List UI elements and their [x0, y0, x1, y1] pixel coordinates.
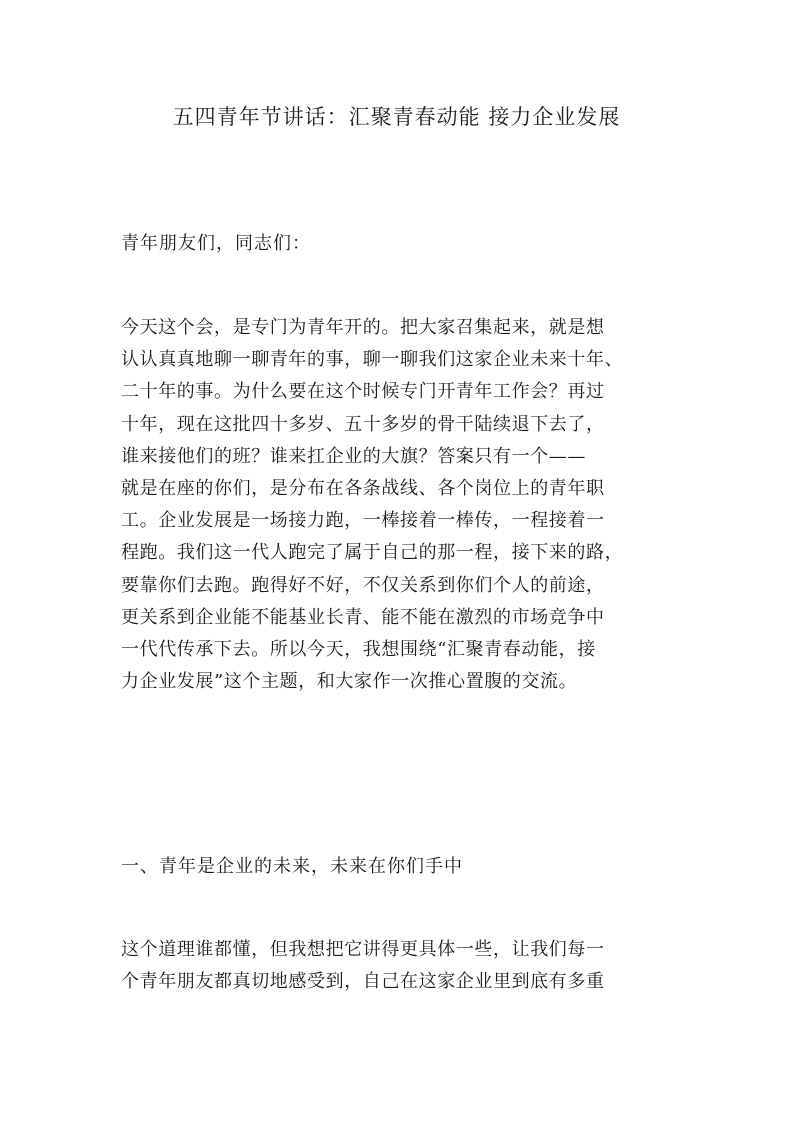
text-line: 认认真真地聊一聊青年的事，聊一聊我们这家企业未来十年、: [121, 349, 624, 371]
text-line: 更关系到企业能不能基业长青、能不能在激烈的市场竞争中: [121, 606, 605, 628]
text-line: 要靠你们去跑。跑得好不好，不仅关系到你们个人的前途，: [121, 574, 605, 596]
text-line: 力企业发展”这个主题，和大家作一次推心置腹的交流。: [121, 671, 578, 693]
paragraph-intro: [121, 312, 623, 698]
text-line: 工。企业发展是一场接力跑，一棒接着一棒传，一程接着一: [121, 510, 605, 532]
text-line: 一代代传承下去。所以今天，我想围绕“汇聚青春动能，接: [121, 638, 596, 660]
paragraph-section1: [121, 934, 605, 998]
text-line: 今天这个会，是专门为青年开的。把大家召集起来，就是想: [121, 317, 605, 338]
text-line: 个青年朋友都真切地感受到，自己在这家企业里到底有多重: [121, 971, 605, 993]
text-line: 就是在座的你们，是分布在各条战线、各个岗位上的青年职: [121, 477, 605, 499]
page-title: 五四青年节讲话：汇聚青春动能 接力企业发展: [172, 105, 621, 129]
text-line: 二十年的事。为什么要在这个时候专门开青年工作会？再过: [121, 381, 605, 403]
greeting: 青年朋友们，同志们：: [121, 233, 311, 254]
text-line: 这个道理谁都懂，但我想把它讲得更具体一些，让我们每一: [121, 939, 605, 960]
text-line: 谁来接他们的班？谁来扛企业的大旗？答案只有一个——: [121, 445, 586, 467]
text-line: 十年，现在这批四十多岁、五十多岁的骨干陆续退下去了，: [121, 413, 605, 435]
text-line: 程跑。我们这一代人跑完了属于自己的那一程，接下来的路，: [121, 542, 624, 564]
section-heading: 一、青年是企业的未来，未来在你们手中: [121, 856, 463, 877]
